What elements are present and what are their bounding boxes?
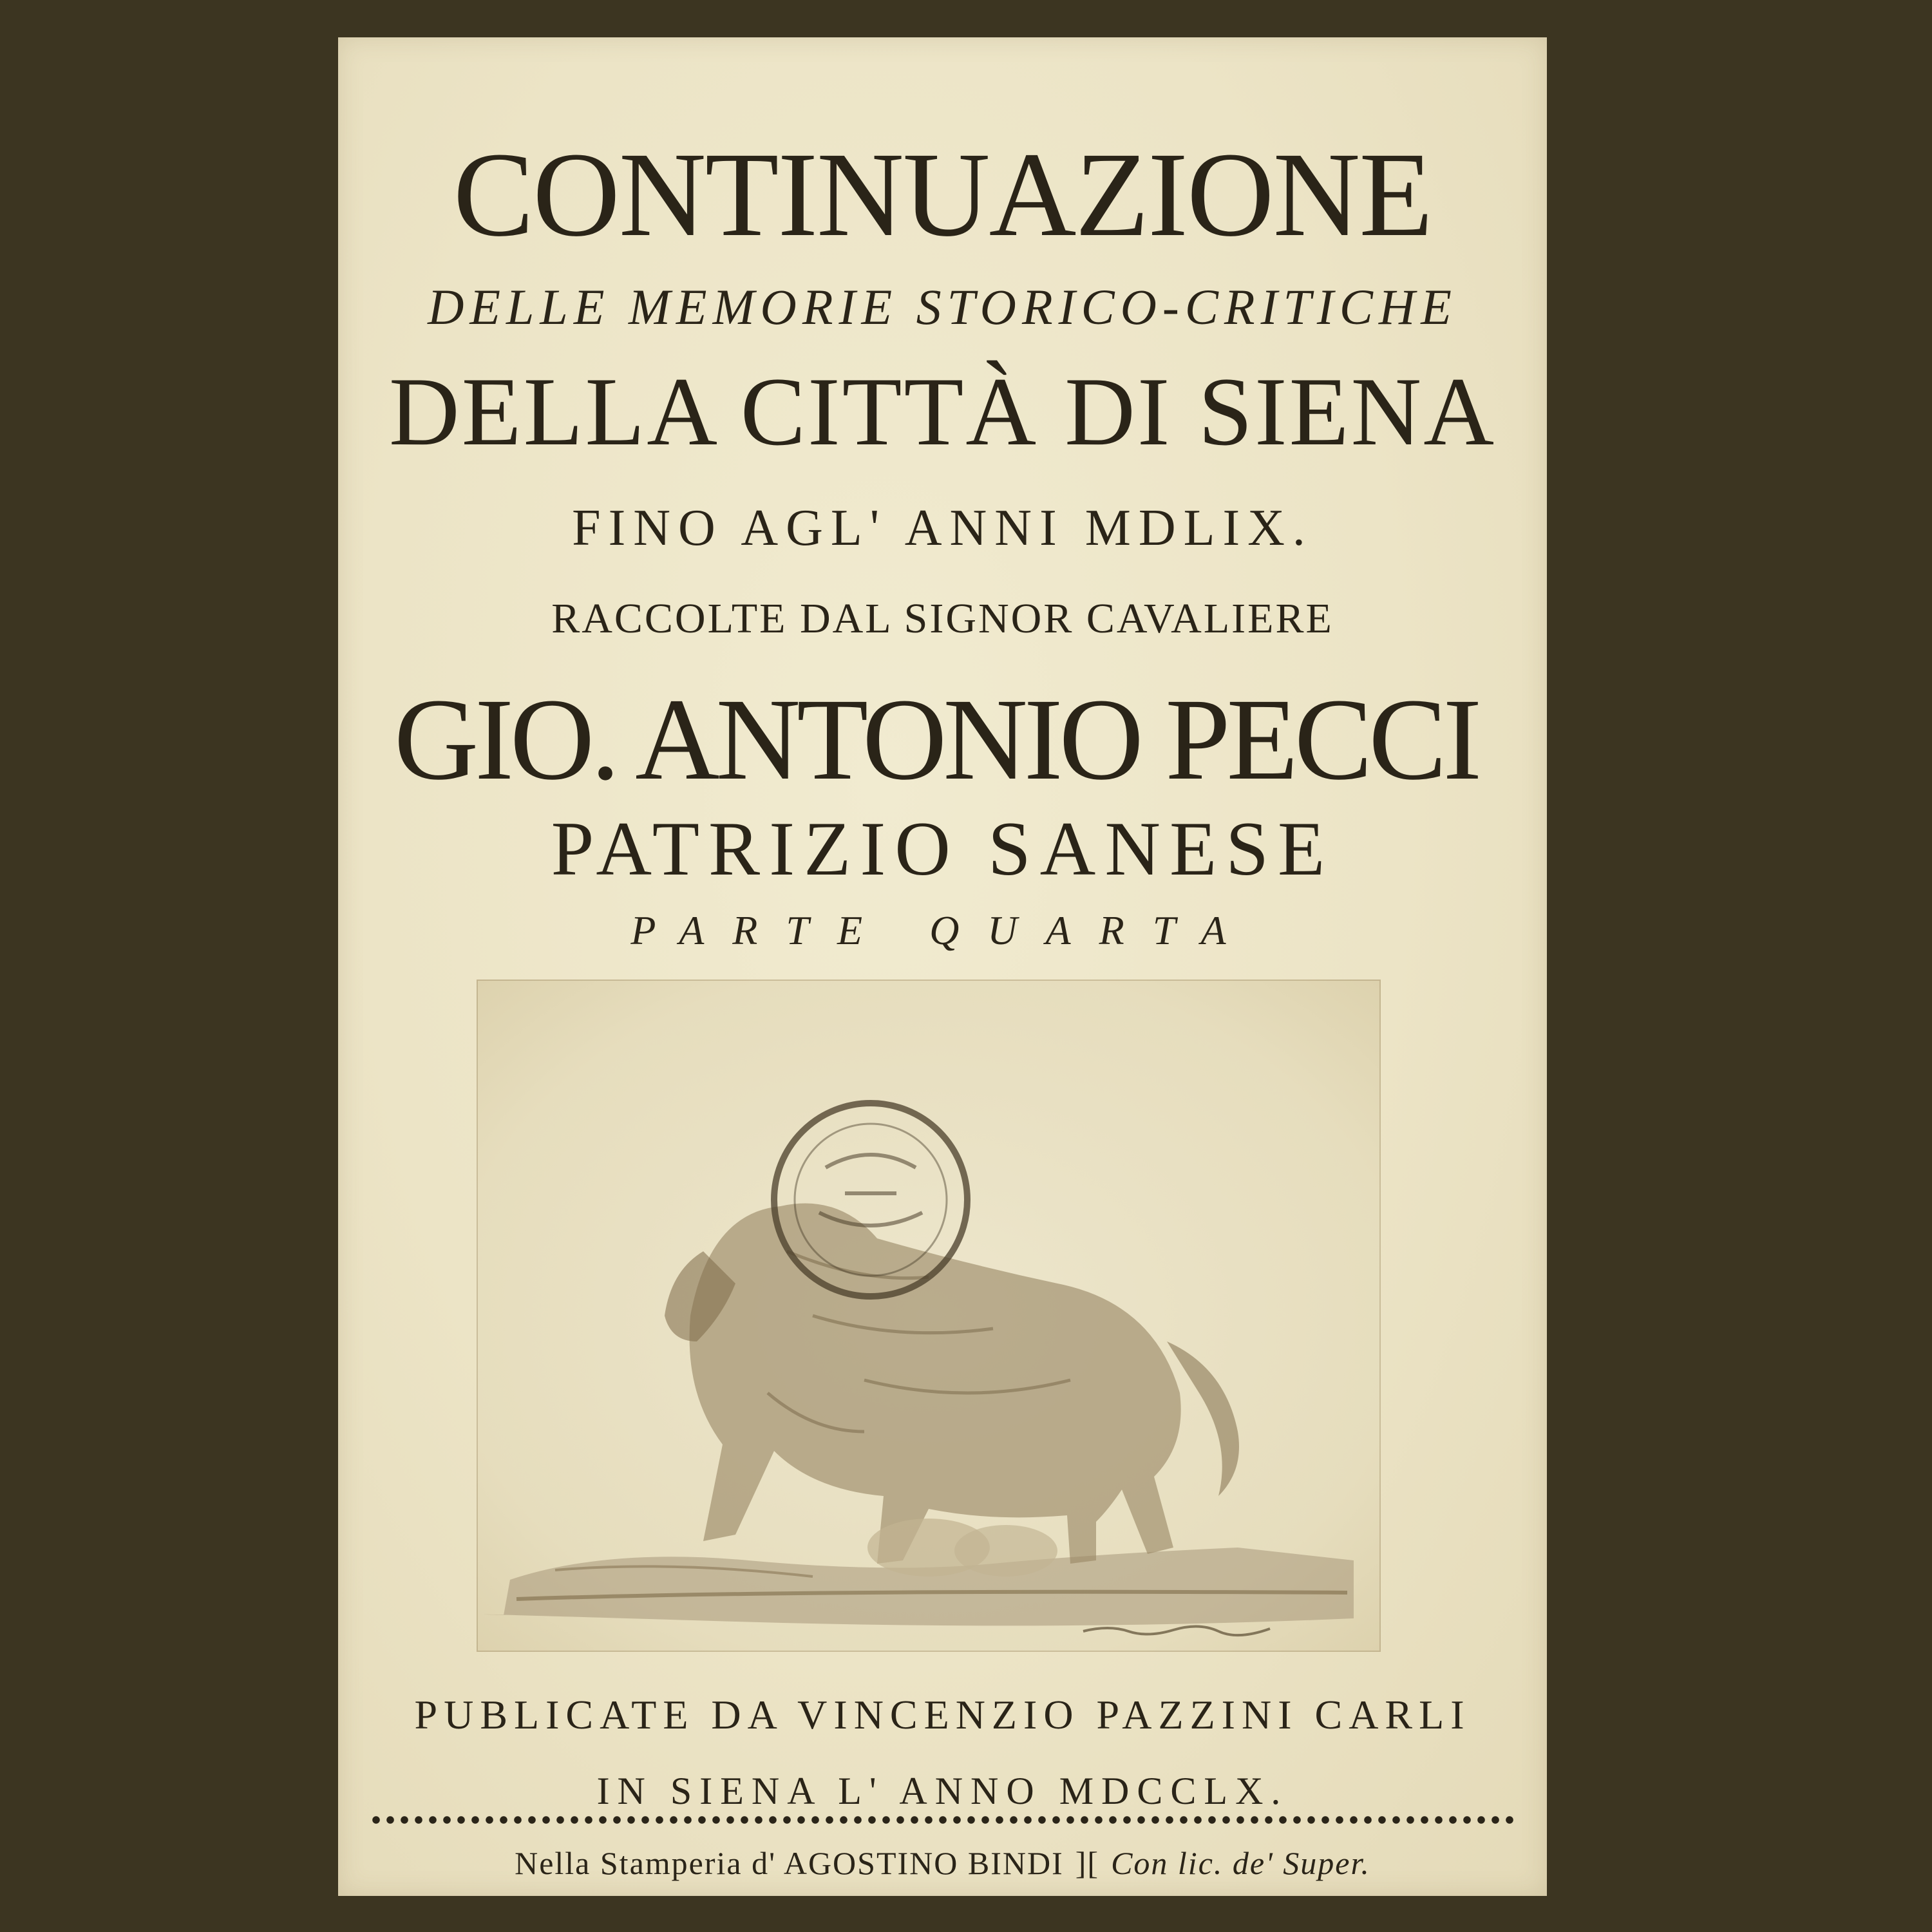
publisher-line: PUBLICATE DA VINCENZIO PAZZINI CARLI bbox=[414, 1692, 1471, 1738]
city-line: DELLA CITTÀ DI SIENA bbox=[388, 357, 1497, 466]
she-wolf-illustration bbox=[478, 981, 1379, 1651]
title-page bbox=[338, 37, 1547, 1896]
star-divider bbox=[369, 1815, 1515, 1825]
author-name: GIO. ANTONIO PECCI bbox=[393, 675, 1479, 804]
place-year-line: IN SIENA L' ANNO MDCCLX. bbox=[596, 1770, 1289, 1812]
printer-name: Nella Stamperia d' AGOSTINO BINDI bbox=[515, 1845, 1064, 1881]
collected-by-line: RACCOLTE DAL SIGNOR CAVALIERE bbox=[551, 595, 1334, 642]
part-label: PARTE QUARTA bbox=[630, 907, 1255, 953]
book-subtitle: DELLE MEMORIE STORICO-CRITICHE bbox=[428, 279, 1457, 335]
she-wolf-engraving bbox=[477, 980, 1381, 1652]
years-line: FINO AGL' ANNI MDLIX. bbox=[572, 500, 1313, 556]
printer-line bbox=[338, 1847, 1547, 1879]
printer-separator: ][ bbox=[1075, 1845, 1100, 1881]
author-title: PATRIZIO SANESE bbox=[551, 806, 1334, 891]
license-note: Con lic. de' Super. bbox=[1111, 1845, 1370, 1881]
book-title: CONTINUAZIONE bbox=[453, 127, 1432, 261]
